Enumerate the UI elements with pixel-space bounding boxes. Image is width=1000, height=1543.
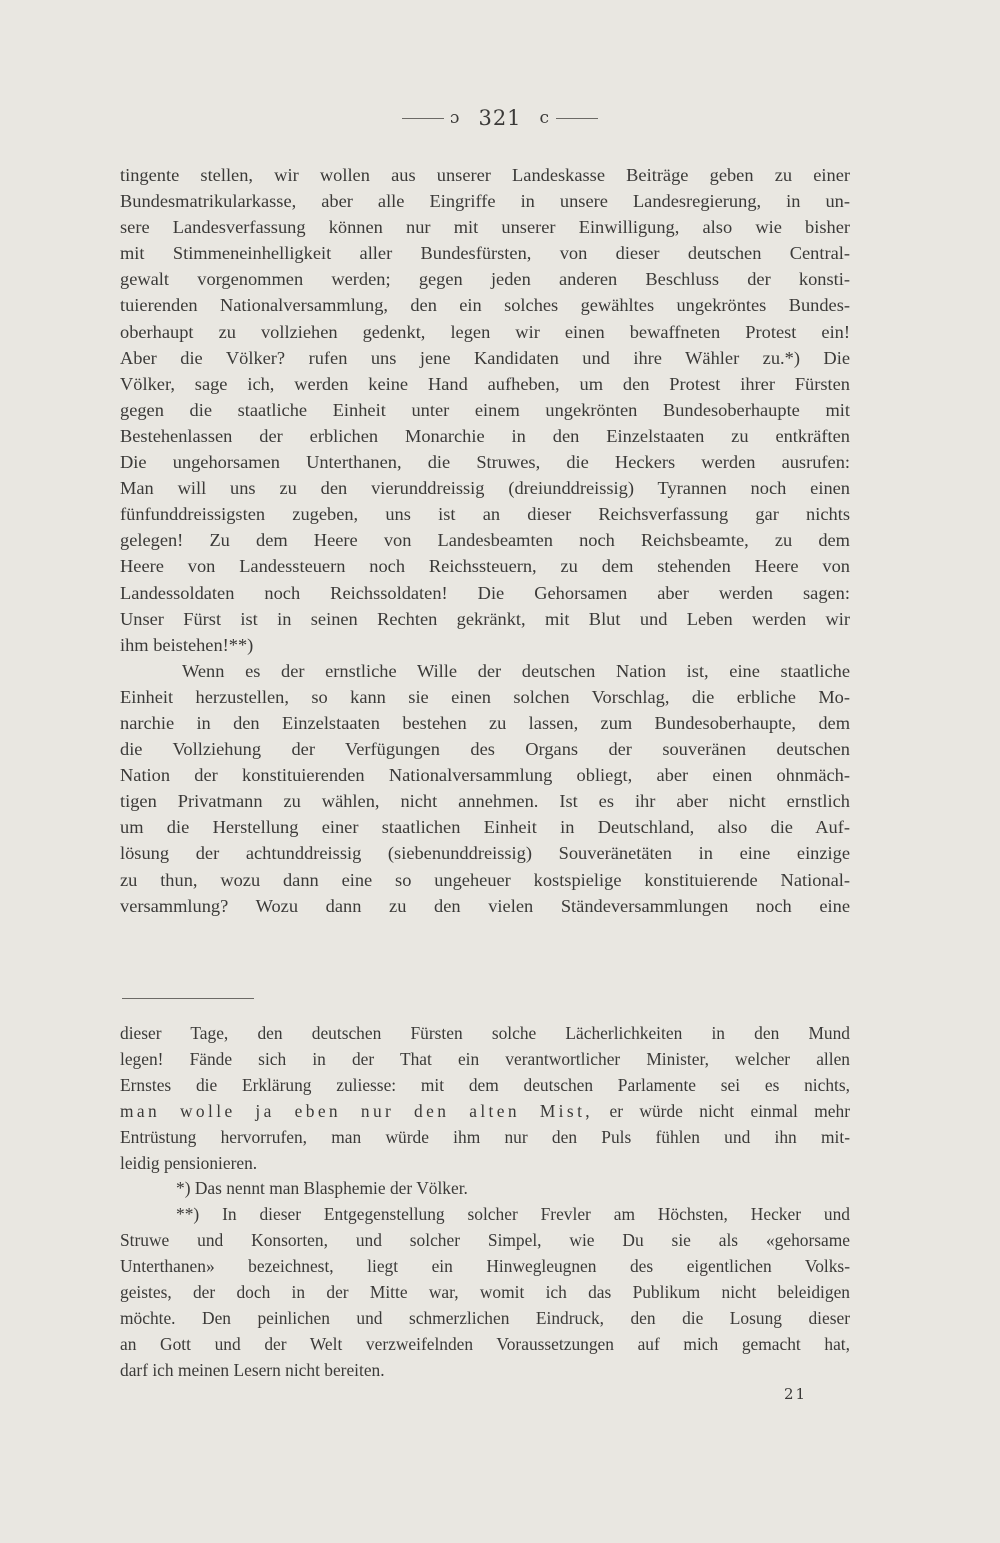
text-line: Landessoldaten noch Reichssoldaten! Die Gehorsamen aber werden sagen: xyxy=(120,582,850,603)
text-line: versammlung? Wozu dann zu den vielen Ständeversammlungen noch eine xyxy=(120,895,850,916)
header-rule-left xyxy=(402,118,444,119)
footnote-continuation xyxy=(120,1021,850,1176)
text-line: narchie in den Einzelstaaten bestehen zu lassen, zum Bundesoberhaupte, dem xyxy=(120,712,850,733)
footnote-line: leidig pensionieren. xyxy=(120,1152,258,1173)
text-line: zu thun, wozu dann eine so ungeheuer kostspielige konstituierende National- xyxy=(120,869,850,890)
signature-mark: 21 xyxy=(784,1385,808,1403)
footnote-separator xyxy=(122,998,254,999)
footnote-line: Ernstes die Erklärung zuliesse: mit dem deutschen Parlamente sei es nichts, xyxy=(120,1074,850,1095)
footnote-line: an Gott und der Welt verzweifelnden Voraussetzungen auf mich gemacht hat, xyxy=(120,1333,850,1354)
page-number: 321 xyxy=(478,106,522,130)
text-line: Völker, sage ich, werden keine Hand aufheben, um den Protest ihrer Fürsten xyxy=(120,373,850,394)
text-line: Unser Fürst ist in seinen Rechten gekränkt, mit Blut und Leben werden wir xyxy=(120,608,850,629)
text-line: fünfunddreissigsten zugeben, uns ist an dieser Reichsverfassung gar nichts xyxy=(120,504,850,525)
text-line: Nation der konstituierenden Nationalversammlung obliegt, aber einen ohnmäch- xyxy=(120,765,850,786)
footnote-star xyxy=(120,1176,850,1202)
text-line: tuierenden Nationalversammlung, den ein solches gewähltes ungekröntes Bundes- xyxy=(120,295,850,316)
text-line: oberhaupt zu vollziehen gedenkt, legen wir einen bewaffneten Protest ein! xyxy=(120,321,850,342)
text-line: Bestehenlassen der erblichen Monarchie in den Einzelstaaten zu entkräften xyxy=(120,425,850,446)
header-rule-right xyxy=(556,118,598,119)
text-line: lösung der achtunddreissig (siebenunddreissig) Souveränetäten in eine einzige xyxy=(120,843,850,864)
text-line: Wenn es der ernstliche Wille der deutschen Nation ist, eine staatliche xyxy=(182,660,850,681)
page-header xyxy=(0,106,1000,130)
footnote-line: legen! Fände sich in der That ein verantwortlicher Minister, welcher allen xyxy=(120,1048,850,1069)
footnote-line: geistes, der doch in der Mitte war, womit ich das Publikum nicht beleidigen xyxy=(120,1282,850,1303)
footnote-line: darf ich meinen Lesern nicht bereiten. xyxy=(120,1359,385,1380)
text-line: um die Herstellung einer staatlichen Einheit in Deutschland, also die Auf- xyxy=(120,817,850,838)
footnotes xyxy=(120,1021,850,1384)
footnote-double-star xyxy=(120,1202,850,1383)
text-line: gelegen! Zu dem Heere von Landesbeamten noch Reichsbeamte, zu dem xyxy=(120,530,850,551)
footnote-line: dieser Tage, den deutschen Fürsten solche Lächerlichkeiten in den Mund xyxy=(120,1023,850,1043)
footnote-line: Entrüstung hervorrufen, man würde ihm nur den Puls fühlen und ihn mit- xyxy=(120,1126,850,1147)
text-line: Die ungehorsamen Unterthanen, die Struwes, die Heckers werden ausrufen: xyxy=(120,452,850,473)
text-line: Man will uns zu den vierunddreissig (dreiunddreissig) Tyrannen noch einen xyxy=(120,478,850,499)
footnote-line: möchte. Den peinlichen und schmerzlichen Eindruck, den die Losung dieser xyxy=(120,1307,850,1328)
footnote-line: **) In dieser Entgegenstellung solcher Frevler am Höchsten, Hecker und xyxy=(176,1204,850,1225)
text-line: gewalt vorgenommen werden; gegen jeden anderen Beschluss der konsti- xyxy=(120,269,850,290)
text-line: die Vollziehung der Verfügungen des Organs der souveränen deutschen xyxy=(120,739,850,760)
text-line: ihm beistehen!**) xyxy=(120,634,254,655)
text-line: sere Landesverfassung können nur mit unserer Einwilligung, also wie bisher xyxy=(120,217,850,238)
text-line: Bundesmatrikularkasse, aber alle Eingriffe in unsere Landesregierung, in un- xyxy=(120,191,850,212)
footnote-line xyxy=(120,1099,850,1125)
spaced-emphasis: man wolle ja eben nur den alten Mist, xyxy=(120,1100,594,1121)
paragraph-1 xyxy=(120,162,850,658)
footnote-line-rest: er würde nicht einmal mehr xyxy=(593,1100,850,1121)
text-line: tingente stellen, wir wollen aus unserer Landeskasse Beiträge geben zu einer xyxy=(120,165,850,185)
text-line: Einheit herzustellen, so kann sie einen solchen Vorschlag, die erbliche Mo- xyxy=(120,686,850,707)
text-line: mit Stimmeneinhelligkeit aller Bundesfürsten, von dieser deutschen Central- xyxy=(120,243,850,264)
text-line: Heere von Landessteuern noch Reichssteuern, zu dem stehenden Heere von xyxy=(120,556,850,577)
main-text xyxy=(120,162,850,919)
text-line: tigen Privatmann zu wählen, nicht annehmen. Ist es ihr aber nicht ernstlich xyxy=(120,791,850,812)
text-line: gegen die staatliche Einheit unter einem ungekrönten Bundesoberhaupte mit xyxy=(120,399,850,420)
header-ornament-left: ɔ xyxy=(449,108,461,128)
footnote-line: *) Das nennt man Blasphemie der Völker. xyxy=(176,1178,468,1199)
footnote-line: Unterthanen» bezeichnest, liegt ein Hinwegleugnen des eigentlichen Volks- xyxy=(120,1256,850,1277)
paragraph-2 xyxy=(120,658,850,919)
text-line: Aber die Völker? rufen uns jene Kandidaten und ihre Wähler zu.*) Die xyxy=(120,347,850,368)
footnote-line: Struwe und Konsorten, und solcher Simpel, wie Du sie als «gehorsame xyxy=(120,1230,850,1251)
header-ornament-right: c xyxy=(539,108,551,128)
